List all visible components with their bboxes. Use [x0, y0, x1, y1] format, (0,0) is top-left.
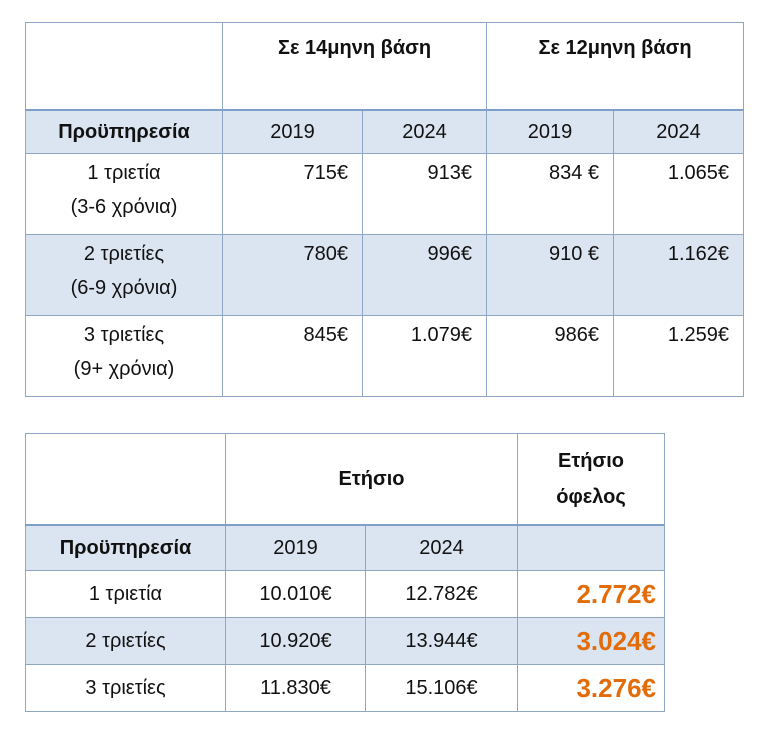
table-row	[26, 571, 665, 618]
service-label: 1 τριετία	[26, 571, 226, 618]
benefit-value: 2.772€	[518, 571, 665, 618]
table-row	[26, 235, 744, 316]
value-cell: 845€	[223, 316, 363, 397]
group-header-12-month: Σε 12μηνη βάση	[487, 23, 744, 111]
service-label: 1 τριετία (3-6 χρόνια)	[26, 154, 223, 235]
value-cell: 910 €	[487, 235, 614, 316]
table2-year-row	[26, 525, 665, 571]
year-header: 2019	[226, 525, 366, 571]
service-label: 2 τριετίες (6-9 χρόνια)	[26, 235, 223, 316]
table-row	[26, 154, 744, 235]
value-cell: 13.944€	[366, 618, 518, 665]
table-row	[26, 618, 665, 665]
column-header-service: Προϋπηρεσία	[26, 110, 223, 154]
service-label: 2 τριετίες	[26, 618, 226, 665]
value-cell: 715€	[223, 154, 363, 235]
table2-header-row	[26, 434, 665, 526]
benefit-value: 3.024€	[518, 618, 665, 665]
year-header: 2024	[363, 110, 487, 154]
column-header-service: Προϋπηρεσία	[26, 525, 226, 571]
service-label: 3 τριετίες (9+ χρόνια)	[26, 316, 223, 397]
value-cell: 10.920€	[226, 618, 366, 665]
empty-header-cell	[518, 525, 665, 571]
value-cell: 10.010€	[226, 571, 366, 618]
value-cell: 15.106€	[366, 665, 518, 712]
table1-year-row	[26, 110, 744, 154]
value-cell: 780€	[223, 235, 363, 316]
value-cell: 1.065€	[614, 154, 744, 235]
value-cell: 11.830€	[226, 665, 366, 712]
year-header: 2024	[614, 110, 744, 154]
table-row	[26, 316, 744, 397]
table1-corner-cell	[26, 23, 223, 111]
benefit-value: 3.276€	[518, 665, 665, 712]
service-label: 3 τριετίες	[26, 665, 226, 712]
value-cell: 996€	[363, 235, 487, 316]
group-header-14-month: Σε 14μηνη βάση	[223, 23, 487, 111]
value-cell: 1.259€	[614, 316, 744, 397]
salary-table-monthly	[25, 22, 744, 397]
year-header: 2019	[487, 110, 614, 154]
salary-table-annual	[25, 433, 665, 712]
year-header: 2019	[223, 110, 363, 154]
table1-header-row	[26, 23, 744, 111]
value-cell: 1.162€	[614, 235, 744, 316]
value-cell: 834 €	[487, 154, 614, 235]
table2-corner-cell	[26, 434, 226, 526]
value-cell: 913€	[363, 154, 487, 235]
group-header-annual-benefit: Ετήσιο όφελος	[518, 434, 665, 526]
value-cell: 1.079€	[363, 316, 487, 397]
group-header-annual: Ετήσιο	[226, 434, 518, 526]
table-row	[26, 665, 665, 712]
value-cell: 986€	[487, 316, 614, 397]
value-cell: 12.782€	[366, 571, 518, 618]
year-header: 2024	[366, 525, 518, 571]
